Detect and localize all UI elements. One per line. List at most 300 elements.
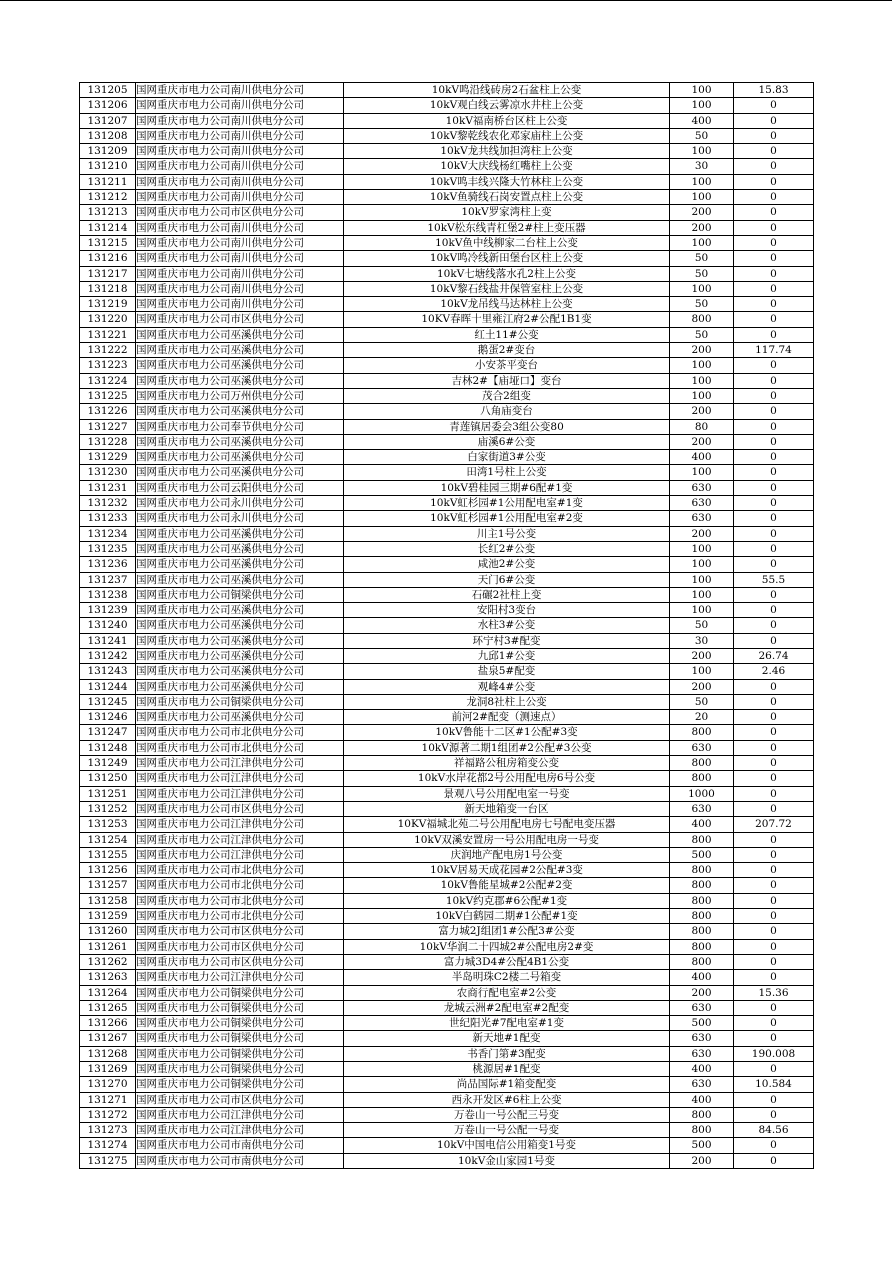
company-cell: 国网重庆市电力公司南川供电分公司 [136, 297, 344, 312]
value-cell: 0 [734, 1107, 814, 1122]
table-row [80, 144, 814, 159]
company-cell: 国网重庆市电力公司南川供电分公司 [136, 159, 344, 174]
row-id-cell: 131207 [80, 113, 136, 128]
transformer-name-cell: 10kV大庆线杨红嘴柱上公变 [344, 159, 670, 174]
transformer-name-cell: 10kV鸣丰线兴隆大竹林柱上公变 [344, 174, 670, 189]
transformer-name-cell: 八角庙变台 [344, 404, 670, 419]
table-row [80, 1092, 814, 1107]
table-row [80, 954, 814, 969]
capacity-cell: 400 [670, 1092, 734, 1107]
value-cell: 0 [734, 970, 814, 985]
transformer-name-cell: 富力城2J组团1#公配3#公变 [344, 924, 670, 939]
value-cell: 0 [734, 541, 814, 556]
table-row [80, 572, 814, 587]
company-cell: 国网重庆市电力公司巫溪供电分公司 [136, 710, 344, 725]
row-id-cell: 131217 [80, 266, 136, 281]
row-id-cell: 131232 [80, 496, 136, 511]
capacity-cell: 800 [670, 832, 734, 847]
row-id-cell: 131214 [80, 220, 136, 235]
table-row [80, 847, 814, 862]
capacity-cell: 100 [670, 235, 734, 250]
value-cell: 0 [734, 511, 814, 526]
table-row [80, 235, 814, 250]
capacity-cell: 800 [670, 1123, 734, 1138]
company-cell: 国网重庆市电力公司云阳供电分公司 [136, 480, 344, 495]
capacity-cell: 800 [670, 312, 734, 327]
row-id-cell: 131253 [80, 817, 136, 832]
table-row [80, 771, 814, 786]
table-row [80, 373, 814, 388]
value-cell: 55.5 [734, 572, 814, 587]
row-id-cell: 131238 [80, 587, 136, 602]
value-cell: 0 [734, 557, 814, 572]
company-cell: 国网重庆市电力公司市北供电分公司 [136, 909, 344, 924]
value-cell: 0 [734, 1000, 814, 1015]
value-cell: 0 [734, 633, 814, 648]
transformer-name-cell: 咸池2#公变 [344, 557, 670, 572]
company-cell: 国网重庆市电力公司奉节供电分公司 [136, 419, 344, 434]
row-id-cell: 131222 [80, 343, 136, 358]
company-cell: 国网重庆市电力公司市北供电分公司 [136, 893, 344, 908]
company-cell: 国网重庆市电力公司巫溪供电分公司 [136, 679, 344, 694]
row-id-cell: 131231 [80, 480, 136, 495]
value-cell: 0 [734, 679, 814, 694]
capacity-cell: 200 [670, 404, 734, 419]
company-cell: 国网重庆市电力公司南川供电分公司 [136, 251, 344, 266]
transformer-name-cell: 长红2#公变 [344, 541, 670, 556]
capacity-cell: 50 [670, 694, 734, 709]
company-cell: 国网重庆市电力公司巫溪供电分公司 [136, 572, 344, 587]
value-cell: 207.72 [734, 817, 814, 832]
table-body [80, 83, 814, 1169]
value-cell: 190.008 [734, 1046, 814, 1061]
capacity-cell: 100 [670, 664, 734, 679]
transformer-name-cell: 10kV鸣沿线砖房2石盆柱上公变 [344, 83, 670, 98]
table-row [80, 343, 814, 358]
value-cell: 0 [734, 358, 814, 373]
capacity-cell: 800 [670, 924, 734, 939]
value-cell: 0 [734, 159, 814, 174]
value-cell: 0 [734, 801, 814, 816]
company-cell: 国网重庆市电力公司巫溪供电分公司 [136, 664, 344, 679]
row-id-cell: 131271 [80, 1092, 136, 1107]
transformer-name-cell: 万卷山一号公配三号变 [344, 1107, 670, 1122]
row-id-cell: 131239 [80, 603, 136, 618]
table-row [80, 694, 814, 709]
capacity-cell: 200 [670, 985, 734, 1000]
capacity-cell: 50 [670, 327, 734, 342]
transformer-name-cell: 半岛明珠C2楼二号箱变 [344, 970, 670, 985]
value-cell: 0 [734, 526, 814, 541]
transformer-name-cell: 新天地箱变一台区 [344, 801, 670, 816]
capacity-cell: 400 [670, 817, 734, 832]
row-id-cell: 131263 [80, 970, 136, 985]
row-id-cell: 131220 [80, 312, 136, 327]
company-cell: 国网重庆市电力公司江津供电分公司 [136, 771, 344, 786]
capacity-cell: 100 [670, 144, 734, 159]
capacity-cell: 50 [670, 297, 734, 312]
table-row [80, 312, 814, 327]
table-row [80, 159, 814, 174]
row-id-cell: 131251 [80, 786, 136, 801]
capacity-cell: 50 [670, 618, 734, 633]
company-cell: 国网重庆市电力公司万州供电分公司 [136, 388, 344, 403]
value-cell: 0 [734, 878, 814, 893]
table-row [80, 113, 814, 128]
row-id-cell: 131246 [80, 710, 136, 725]
row-id-cell: 131210 [80, 159, 136, 174]
row-id-cell: 131262 [80, 954, 136, 969]
value-cell: 84.56 [734, 1123, 814, 1138]
capacity-cell: 200 [670, 220, 734, 235]
row-id-cell: 131274 [80, 1138, 136, 1153]
transformer-name-cell: 景观八号公用配电室一号变 [344, 786, 670, 801]
capacity-cell: 50 [670, 266, 734, 281]
value-cell: 0 [734, 480, 814, 495]
company-cell: 国网重庆市电力公司南川供电分公司 [136, 220, 344, 235]
table-row [80, 83, 814, 98]
value-cell: 0 [734, 450, 814, 465]
company-cell: 国网重庆市电力公司巫溪供电分公司 [136, 633, 344, 648]
row-id-cell: 131265 [80, 1000, 136, 1015]
table-row [80, 1062, 814, 1077]
table-row [80, 618, 814, 633]
capacity-cell: 400 [670, 970, 734, 985]
table-row [80, 128, 814, 143]
row-id-cell: 131258 [80, 893, 136, 908]
company-cell: 国网重庆市电力公司南川供电分公司 [136, 144, 344, 159]
company-cell: 国网重庆市电力公司铜梁供电分公司 [136, 985, 344, 1000]
value-cell: 0 [734, 1031, 814, 1046]
capacity-cell: 800 [670, 909, 734, 924]
table-row [80, 587, 814, 602]
value-cell: 2.46 [734, 664, 814, 679]
company-cell: 国网重庆市电力公司市南供电分公司 [136, 1153, 344, 1168]
company-cell: 国网重庆市电力公司巫溪供电分公司 [136, 465, 344, 480]
row-id-cell: 131264 [80, 985, 136, 1000]
capacity-cell: 1000 [670, 786, 734, 801]
value-cell: 0 [734, 266, 814, 281]
transformer-name-cell: 10kV金山家园1号变 [344, 1153, 670, 1168]
value-cell: 0 [734, 924, 814, 939]
row-id-cell: 131256 [80, 863, 136, 878]
table-row [80, 664, 814, 679]
value-cell: 0 [734, 373, 814, 388]
transformer-name-cell: 10kV鱼骑线石岗安置点柱上公变 [344, 190, 670, 205]
company-cell: 国网重庆市电力公司铜梁供电分公司 [136, 1077, 344, 1092]
transformer-name-cell: 10kV福南桥台区柱上公变 [344, 113, 670, 128]
transformer-name-cell: 水柱3#公变 [344, 618, 670, 633]
table-row [80, 832, 814, 847]
table-row [80, 480, 814, 495]
row-id-cell: 131245 [80, 694, 136, 709]
value-cell: 0 [734, 465, 814, 480]
transformer-name-cell: 书香门第#3配变 [344, 1046, 670, 1061]
table-row [80, 710, 814, 725]
company-cell: 国网重庆市电力公司市北供电分公司 [136, 725, 344, 740]
company-cell: 国网重庆市电力公司市北供电分公司 [136, 740, 344, 755]
row-id-cell: 131219 [80, 297, 136, 312]
transformer-name-cell: 九邱1#公变 [344, 648, 670, 663]
transformer-name-cell: 石碾2社柱上变 [344, 587, 670, 602]
company-cell: 国网重庆市电力公司巫溪供电分公司 [136, 343, 344, 358]
value-cell: 117.74 [734, 343, 814, 358]
row-id-cell: 131261 [80, 939, 136, 954]
row-id-cell: 131267 [80, 1031, 136, 1046]
company-cell: 国网重庆市电力公司市区供电分公司 [136, 939, 344, 954]
value-cell: 0 [734, 251, 814, 266]
row-id-cell: 131236 [80, 557, 136, 572]
table-row [80, 1107, 814, 1122]
value-cell: 26.74 [734, 648, 814, 663]
transformer-name-cell: 新天地#1配变 [344, 1031, 670, 1046]
company-cell: 国网重庆市电力公司市北供电分公司 [136, 878, 344, 893]
value-cell: 0 [734, 419, 814, 434]
value-cell: 0 [734, 1138, 814, 1153]
transformer-name-cell: 10kV龙吊线马达林柱上公变 [344, 297, 670, 312]
capacity-cell: 100 [670, 373, 734, 388]
company-cell: 国网重庆市电力公司巫溪供电分公司 [136, 526, 344, 541]
capacity-cell: 800 [670, 878, 734, 893]
table-row [80, 450, 814, 465]
row-id-cell: 131269 [80, 1062, 136, 1077]
table-row [80, 266, 814, 281]
company-cell: 国网重庆市电力公司江津供电分公司 [136, 756, 344, 771]
transformer-name-cell: 10kV鲁能星城#2公配#2变 [344, 878, 670, 893]
row-id-cell: 131206 [80, 98, 136, 113]
capacity-cell: 200 [670, 434, 734, 449]
row-id-cell: 131266 [80, 1016, 136, 1031]
capacity-cell: 100 [670, 465, 734, 480]
row-id-cell: 131247 [80, 725, 136, 740]
value-cell: 0 [734, 1016, 814, 1031]
capacity-cell: 100 [670, 557, 734, 572]
transformer-name-cell: 10kV居易天成花园#2公配#3变 [344, 863, 670, 878]
capacity-cell: 200 [670, 205, 734, 220]
transformer-name-cell: 10kV鸣冷线新田堡台区柱上公变 [344, 251, 670, 266]
transformer-name-cell: 10kV鲁能十二区#1公配#3变 [344, 725, 670, 740]
capacity-cell: 50 [670, 251, 734, 266]
row-id-cell: 131268 [80, 1046, 136, 1061]
transformer-name-cell: 10KV福城北苑二号公用配电房七号配电变压器 [344, 817, 670, 832]
transformer-name-cell: 小安茶平变台 [344, 358, 670, 373]
value-cell: 0 [734, 281, 814, 296]
company-cell: 国网重庆市电力公司南川供电分公司 [136, 83, 344, 98]
transformer-name-cell: 祥福路公租房箱变公变 [344, 756, 670, 771]
value-cell: 0 [734, 694, 814, 709]
table-row [80, 465, 814, 480]
company-cell: 国网重庆市电力公司江津供电分公司 [136, 832, 344, 847]
row-id-cell: 131249 [80, 756, 136, 771]
capacity-cell: 100 [670, 603, 734, 618]
value-cell: 0 [734, 786, 814, 801]
transformer-name-cell: 桃源居#1配变 [344, 1062, 670, 1077]
capacity-cell: 400 [670, 113, 734, 128]
company-cell: 国网重庆市电力公司江津供电分公司 [136, 847, 344, 862]
company-cell: 国网重庆市电力公司南川供电分公司 [136, 113, 344, 128]
company-cell: 国网重庆市电力公司江津供电分公司 [136, 817, 344, 832]
company-cell: 国网重庆市电力公司巫溪供电分公司 [136, 404, 344, 419]
value-cell: 0 [734, 312, 814, 327]
transformer-name-cell: 西永开发区#6柱上公变 [344, 1092, 670, 1107]
table-row [80, 1031, 814, 1046]
row-id-cell: 131211 [80, 174, 136, 189]
transformer-name-cell: 万卷山一号公配一号变 [344, 1123, 670, 1138]
company-cell: 国网重庆市电力公司江津供电分公司 [136, 970, 344, 985]
table-row [80, 786, 814, 801]
company-cell: 国网重庆市电力公司铜梁供电分公司 [136, 1046, 344, 1061]
capacity-cell: 630 [670, 1031, 734, 1046]
value-cell: 0 [734, 327, 814, 342]
table-row [80, 281, 814, 296]
capacity-cell: 800 [670, 771, 734, 786]
transformer-name-cell: 白家街道3#公变 [344, 450, 670, 465]
transformer-name-cell: 尚品国际#1箱变配变 [344, 1077, 670, 1092]
value-cell: 0 [734, 388, 814, 403]
table-row [80, 725, 814, 740]
capacity-cell: 100 [670, 358, 734, 373]
table-row [80, 511, 814, 526]
capacity-cell: 100 [670, 190, 734, 205]
table-row [80, 1046, 814, 1061]
value-cell: 0 [734, 174, 814, 189]
transformer-name-cell: 10kV中国电信公用箱变1号变 [344, 1138, 670, 1153]
transformer-name-cell: 富力城3D4#公配4B1公变 [344, 954, 670, 969]
company-cell: 国网重庆市电力公司南川供电分公司 [136, 235, 344, 250]
capacity-cell: 200 [670, 343, 734, 358]
value-cell: 0 [734, 740, 814, 755]
transformer-name-cell: 龙洞8社柱上公变 [344, 694, 670, 709]
company-cell: 国网重庆市电力公司铜梁供电分公司 [136, 1031, 344, 1046]
capacity-cell: 630 [670, 511, 734, 526]
transformer-name-cell: 世纪阳光#7配电室#1变 [344, 1016, 670, 1031]
value-cell: 0 [734, 893, 814, 908]
capacity-cell: 500 [670, 1138, 734, 1153]
transformer-name-cell: 前河2#配变（测速点） [344, 710, 670, 725]
value-cell: 0 [734, 603, 814, 618]
row-id-cell: 131223 [80, 358, 136, 373]
capacity-cell: 100 [670, 174, 734, 189]
value-cell: 0 [734, 144, 814, 159]
table-row [80, 909, 814, 924]
transformer-name-cell: 红土11#公变 [344, 327, 670, 342]
value-cell: 0 [734, 863, 814, 878]
table-row [80, 496, 814, 511]
value-cell: 0 [734, 1092, 814, 1107]
value-cell: 0 [734, 404, 814, 419]
transformer-name-cell: 10kV水岸花都2号公用配电房6号公变 [344, 771, 670, 786]
table-row [80, 297, 814, 312]
transformer-name-cell: 吉林2#【庙垭口】变台 [344, 373, 670, 388]
company-cell: 国网重庆市电力公司铜梁供电分公司 [136, 1000, 344, 1015]
company-cell: 国网重庆市电力公司南川供电分公司 [136, 266, 344, 281]
company-cell: 国网重庆市电力公司市区供电分公司 [136, 954, 344, 969]
transformer-name-cell: 10kV黎石线盐井保管室柱上公变 [344, 281, 670, 296]
transformer-capacity-table [79, 82, 814, 1169]
table-row [80, 970, 814, 985]
transformer-name-cell: 10KV春晖十里雍江府2#公配1B1变 [344, 312, 670, 327]
company-cell: 国网重庆市电力公司巫溪供电分公司 [136, 618, 344, 633]
capacity-cell: 630 [670, 496, 734, 511]
value-cell: 0 [734, 220, 814, 235]
table-row [80, 526, 814, 541]
transformer-name-cell: 龙城云洲#2配电室#2配变 [344, 1000, 670, 1015]
transformer-name-cell: 鹅蛋2#变台 [344, 343, 670, 358]
transformer-name-cell: 农商行配电室#2公变 [344, 985, 670, 1000]
row-id-cell: 131216 [80, 251, 136, 266]
row-id-cell: 131250 [80, 771, 136, 786]
table-row [80, 863, 814, 878]
table-row [80, 893, 814, 908]
capacity-cell: 800 [670, 954, 734, 969]
capacity-cell: 200 [670, 679, 734, 694]
table-row [80, 327, 814, 342]
row-id-cell: 131257 [80, 878, 136, 893]
value-cell: 0 [734, 1062, 814, 1077]
transformer-name-cell: 10kV龙共线加担湾柱上公变 [344, 144, 670, 159]
row-id-cell: 131259 [80, 909, 136, 924]
row-id-cell: 131252 [80, 801, 136, 816]
value-cell: 15.83 [734, 83, 814, 98]
company-cell: 国网重庆市电力公司巫溪供电分公司 [136, 434, 344, 449]
table-row [80, 358, 814, 373]
table-row [80, 756, 814, 771]
table-row [80, 924, 814, 939]
row-id-cell: 131218 [80, 281, 136, 296]
capacity-cell: 630 [670, 480, 734, 495]
capacity-cell: 100 [670, 541, 734, 556]
company-cell: 国网重庆市电力公司市南供电分公司 [136, 1138, 344, 1153]
company-cell: 国网重庆市电力公司巫溪供电分公司 [136, 373, 344, 388]
company-cell: 国网重庆市电力公司巫溪供电分公司 [136, 603, 344, 618]
row-id-cell: 131275 [80, 1153, 136, 1168]
table-row [80, 633, 814, 648]
row-id-cell: 131230 [80, 465, 136, 480]
company-cell: 国网重庆市电力公司江津供电分公司 [136, 786, 344, 801]
table-row [80, 434, 814, 449]
transformer-name-cell: 观峰4#公变 [344, 679, 670, 694]
company-cell: 国网重庆市电力公司江津供电分公司 [136, 1107, 344, 1122]
transformer-name-cell: 青莲镇居委会3组公变80 [344, 419, 670, 434]
transformer-name-cell: 10kV罗家湾柱上变 [344, 205, 670, 220]
company-cell: 国网重庆市电力公司市区供电分公司 [136, 312, 344, 327]
company-cell: 国网重庆市电力公司市区供电分公司 [136, 924, 344, 939]
company-cell: 国网重庆市电力公司南川供电分公司 [136, 128, 344, 143]
company-cell: 国网重庆市电力公司巫溪供电分公司 [136, 648, 344, 663]
transformer-name-cell: 10kV源著二期1组团#2公配#3公变 [344, 740, 670, 755]
table-row [80, 98, 814, 113]
capacity-cell: 800 [670, 863, 734, 878]
capacity-cell: 100 [670, 281, 734, 296]
transformer-name-cell: 川主1号公变 [344, 526, 670, 541]
company-cell: 国网重庆市电力公司市区供电分公司 [136, 801, 344, 816]
page-top-rule [0, 0, 892, 1]
company-cell: 国网重庆市电力公司巫溪供电分公司 [136, 541, 344, 556]
transformer-name-cell: 10kV黎乾线农化邓家庙柱上公变 [344, 128, 670, 143]
value-cell: 0 [734, 618, 814, 633]
transformer-name-cell: 盐泉5#配变 [344, 664, 670, 679]
value-cell: 0 [734, 756, 814, 771]
table-row [80, 251, 814, 266]
row-id-cell: 131229 [80, 450, 136, 465]
capacity-cell: 400 [670, 450, 734, 465]
transformer-name-cell: 环宁村3#配变 [344, 633, 670, 648]
transformer-name-cell: 茂合2组变 [344, 388, 670, 403]
capacity-cell: 630 [670, 1046, 734, 1061]
table-row [80, 801, 814, 816]
transformer-name-cell: 10kV虹杉园#1公用配电室#1变 [344, 496, 670, 511]
capacity-cell: 200 [670, 648, 734, 663]
